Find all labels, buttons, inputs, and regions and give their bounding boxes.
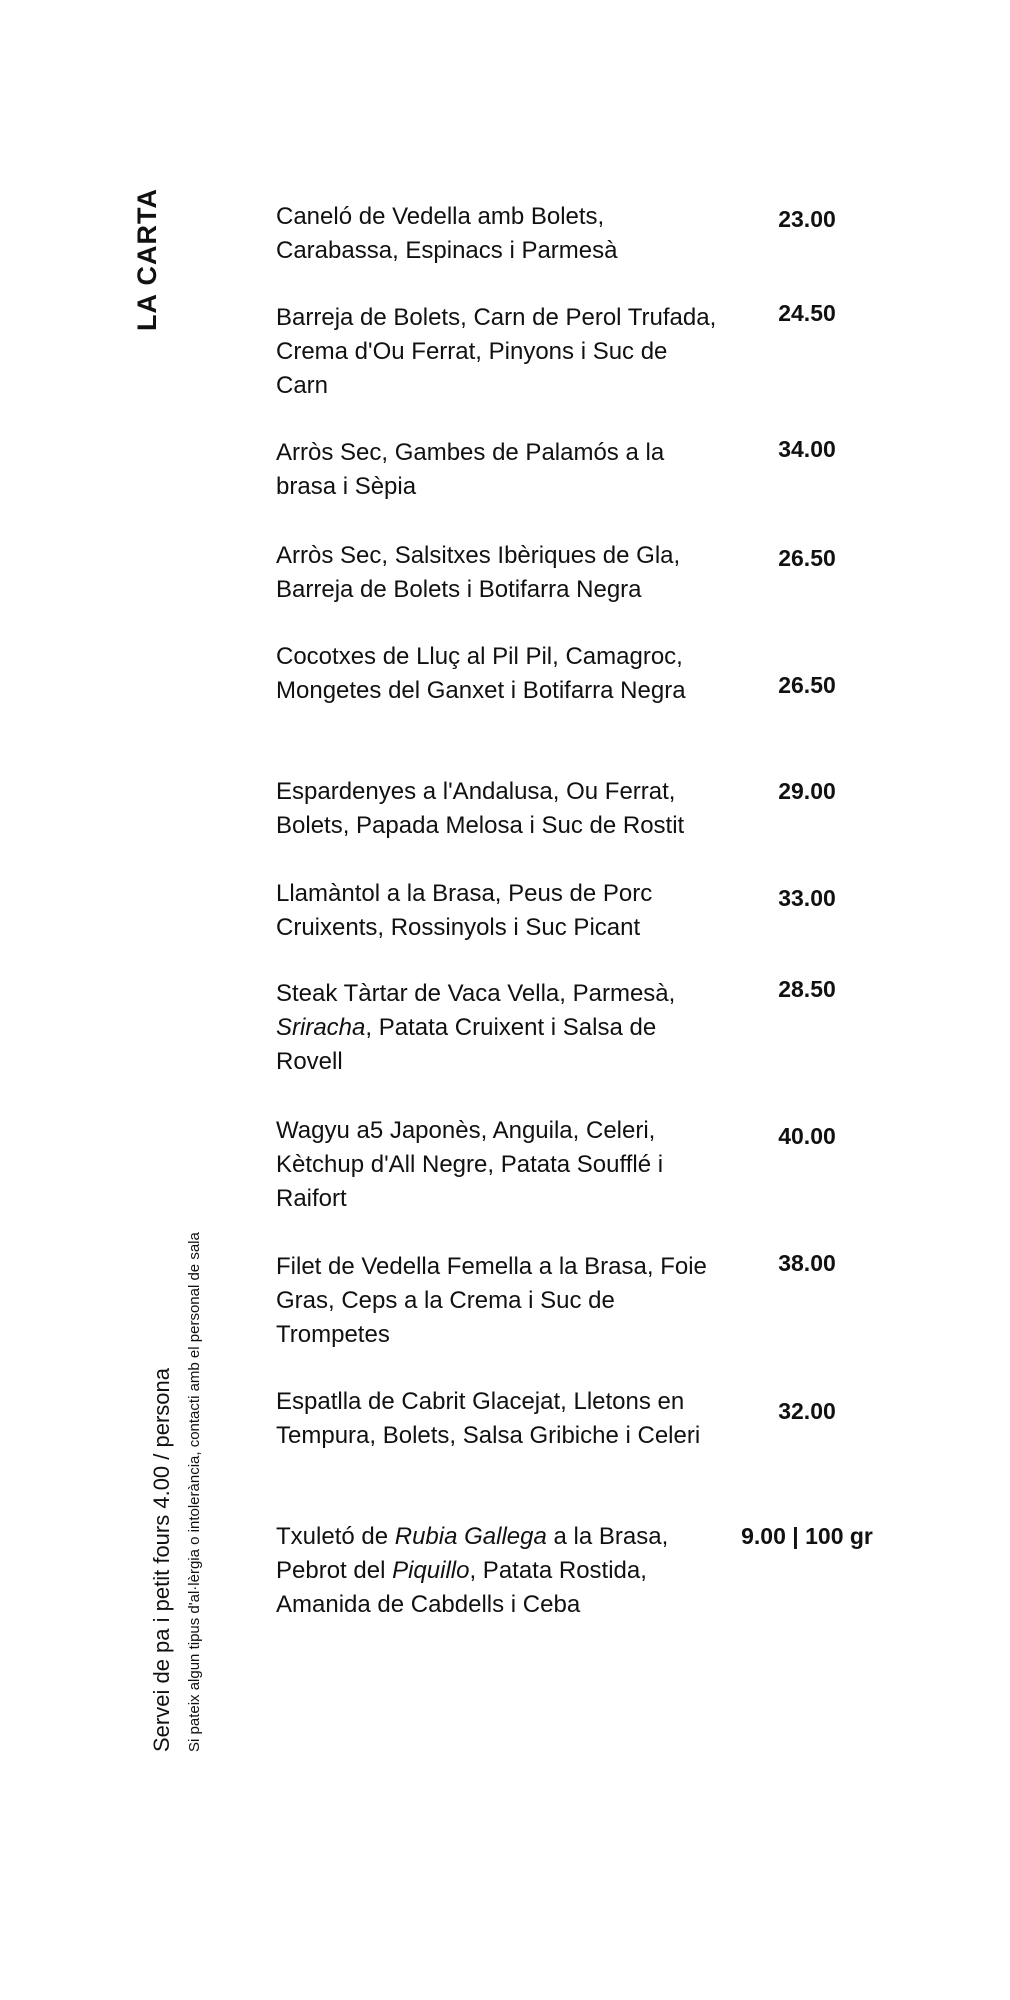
- menu-item-name: Espardenyes a l'Andalusa, Ou Ferrat, Bolets, Papada Melosa i Suc de Rostit: [276, 778, 685, 839]
- menu-item-name: Cocotxes de Lluç al Pil Pil, Camagroc, Mongetes del Ganxet i Botifarra Negra: [276, 643, 686, 704]
- menu-item-name: Wagyu a5 Japonès, Anguila, Celeri, Kètchup d'All Negre, Patata Soufflé i Raifort: [276, 1117, 664, 1212]
- menu-item-name: Barreja de Bolets, Carn de Perol Trufada, Crema d'Ou Ferrat, Pinyons i Suc de Carn: [276, 304, 717, 399]
- menu-item-price: 9.00 | 100 gr: [741, 1523, 873, 1549]
- menu-item-name-part: , Patata Rostida, Amanida de Cabdells i Ceba: [276, 1557, 647, 1618]
- menu-item-price: 29.00: [778, 778, 836, 804]
- menu-item-price: 26.50: [778, 672, 836, 698]
- menu-item-price: 28.50: [778, 976, 836, 1002]
- menu-item-name-part: a la Brasa, Pebrot del: [276, 1523, 669, 1584]
- menu-item-price: 34.00: [778, 436, 836, 462]
- menu-item-name: Arròs Sec, Gambes de Palamós a la brasa i Sèpia: [276, 439, 665, 500]
- menu-item-name-part: Steak Tàrtar de Vaca Vella, Parmesà,: [276, 980, 676, 1007]
- menu-item-name-italic: Sriracha: [276, 1014, 366, 1041]
- menu-item-price: 32.00: [778, 1398, 836, 1424]
- menu-item-name: [276, 977, 726, 1079]
- allergy-note: Si pateix algun tipus d'al·lèrgia o intolerància, contacti amb el personal de sala: [186, 1232, 203, 1752]
- menu-item-name-italic: Piquillo: [392, 1557, 470, 1584]
- menu-item-price: 33.00: [778, 885, 836, 911]
- menu-item-name: [276, 1520, 726, 1622]
- menu-item-name-part: , Patata Cruixent i Salsa de Rovell: [276, 1014, 657, 1075]
- menu-title: LA CARTA: [132, 188, 162, 331]
- menu-item-price: 23.00: [778, 206, 836, 232]
- menu-item-price: 24.50: [778, 300, 836, 326]
- menu-item-name-italic: Rubia Gallega: [394, 1523, 547, 1550]
- bread-service-note: Servei de pa i petit fours 4.00 / persona: [149, 1367, 174, 1752]
- menu-item-price: 38.00: [778, 1250, 836, 1276]
- menu-item-name: Caneló de Vedella amb Bolets, Carabassa, Espinacs i Parmesà: [276, 203, 618, 264]
- menu-item-name-part: Txuletó de: [276, 1523, 395, 1550]
- menu-item-name: Arròs Sec, Salsitxes Ibèriques de Gla, Barreja de Bolets i Botifarra Negra: [276, 542, 681, 603]
- menu-item-price: 40.00: [778, 1123, 836, 1149]
- menu-item-price: 26.50: [778, 545, 836, 571]
- menu-item-name: Llamàntol a la Brasa, Peus de Porc Cruixents, Rossinyols i Suc Picant: [276, 880, 653, 941]
- menu-item-name: Espatlla de Cabrit Glacejat, Lletons en Tempura, Bolets, Salsa Gribiche i Celeri: [276, 1388, 701, 1449]
- menu-item-name: Filet de Vedella Femella a la Brasa, Foie Gras, Ceps a la Crema i Suc de Trompetes: [276, 1253, 707, 1348]
